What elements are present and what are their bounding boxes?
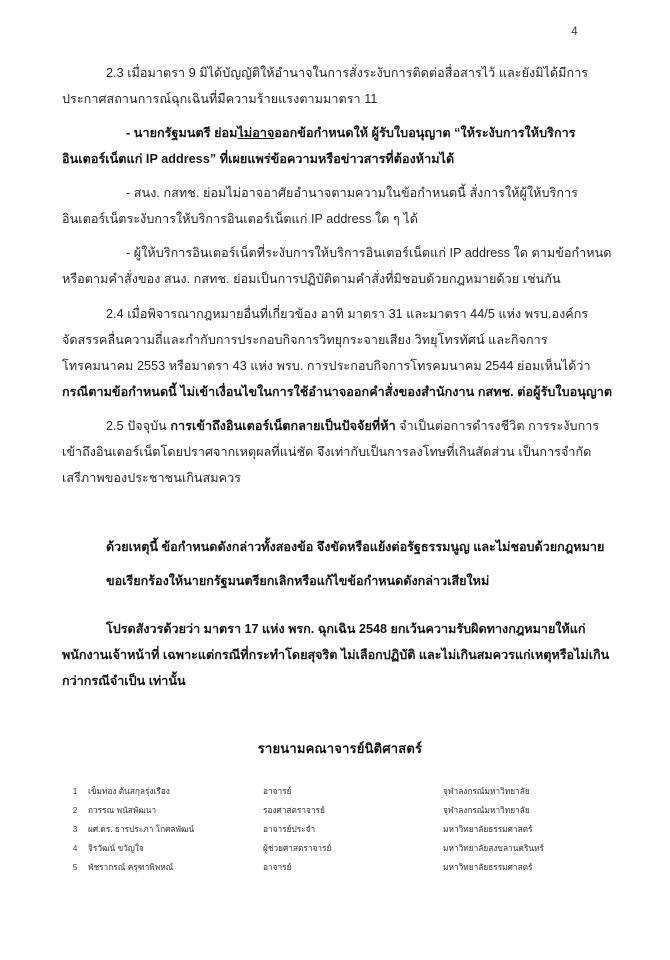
body-text: 2.4 เมื่อพิจารณากฎหมายอื่นที่เกี่ยวข้อง อาทิ มาตรา 31 และมาตรา 44/5 แห่ง พรบ.องค์กรจัดสรรคลื่นความถี่และกำกับการประกอบกิจการวิทยุกระจายเสียง วิทยุโทรทัศน์ และกิจการโทรคมนาคม 2553 หรือมาตรา 43 แห่ง พรบ. การประกอบกิจการโทรคมนาคม 2544 ย่อมเห็นได้ว่า (62, 306, 591, 373)
signatory-organization: มหาวิทยาลัยธรรมศาสตร์ (443, 823, 533, 834)
signature-section (62, 738, 618, 877)
paragraph-p-2-4 (62, 301, 618, 405)
body-text: - สนง. กสทช. ย่อมไม่อาจอาศัยอำนาจตามความในข้อกำหนดนี้ สั่งการให้ผู้ให้บริการอินเตอร์เน็ตระงับการให้บริการอินเตอร์เน็ตแก่ IP address ใด ๆ ได้ (62, 186, 578, 227)
emphasis-underline-text: ไม่อาจ (237, 126, 275, 141)
closing-paragraph: โปรดสังวรด้วยว่า มาตรา 17 แห่ง พรก. ฉุกเฉิน 2548 ยกเว้นความรับผิดทางกฎหมายให้แก่พนักงานเจ้าหน้าที่ เฉพาะแต่กรณีที่กระทำโดยสุจริต ไม่เลือกปฏิบัติ และไม่เกินสมควรแก่เหตุหรือไม่เกินกว่ากรณีจำเป็น เท่านั้น (62, 622, 610, 689)
body-text: - ผู้ให้บริการอินเตอร์เน็ตที่ระงับการให้บริการอินเตอร์เน็ตแก่ IP address ใด ตามข้อกำหนดหรือตามคำสั่งของ สนง. กสทช. ย่อมเป็นการปฏิบัติตามคำสั่งที่มิชอบด้วยกฎหมายด้วย เช่นกัน (62, 246, 612, 287)
signatory-number: 2 (72, 804, 78, 815)
signatory-title: อาจารย์ (263, 785, 292, 796)
conclusion-block (62, 533, 618, 596)
table-row (62, 801, 618, 820)
table-row (62, 820, 618, 839)
emphasis-bold-text: การเข้าถึงอินเตอร์เน็ตกลายเป็นปัจจัยที่ห้า (170, 418, 396, 433)
paragraph-container (62, 60, 618, 491)
signatory-title: รองศาสตราจารย์ (263, 804, 325, 815)
emphasis-bold-text: - นายกรัฐมนตรี ย่อม (126, 126, 238, 141)
paragraph-p-dash-1 (62, 120, 618, 172)
signatory-name: ผศ.ดร. ธารประภา โกศลพัฒน์ (88, 823, 195, 834)
signatory-title: อาจารย์ประจำ (263, 823, 316, 834)
table-row (62, 858, 618, 877)
signatory-organization: มหาวิทยาลัยธรรมศาสตร์ (443, 862, 533, 873)
emphasis-bold-text: ออกข้อกำหนดให้ ผู้รับใบอนุญาต “ให้ระงับการให้บริการอินเตอร์เน็ตแก่ IP address” ที่เผยแพร่ข้อความหรือข่าวสารที่ต้องห้ามได้ (62, 126, 576, 167)
paragraph-p-2-3 (62, 60, 618, 112)
signatory-organization: จุฬาลงกรณ์มหาวิทยาลัย (443, 804, 530, 815)
signatory-number: 3 (72, 823, 78, 834)
signatory-title: อาจารย์ (263, 862, 292, 873)
signatory-name: พัชรากรณ์ ครุฑาพิพหณ์ (88, 862, 174, 873)
signatory-title: ผู้ช่วยศาสตราจารย์ (263, 843, 332, 854)
closing-block (62, 616, 618, 694)
signatory-table-body (62, 781, 618, 877)
emphasis-bold-text: กรณีตามข้อกำหนดนี้ ไม่เข้าเงื่อนไขในการใช้อำนาจออกคำสั่งของสำนักงาน กสทช. ต่อผู้รับใบอนุญาต (62, 384, 613, 399)
signature-heading: รายนามคณาจารย์นิติศาสตร์ (257, 741, 423, 757)
signatory-number: 5 (72, 862, 78, 873)
signatory-number: 1 (72, 785, 78, 796)
body-text: 2.5 ปัจจุบัน (106, 418, 171, 433)
paragraph-p-dash-2 (62, 180, 618, 232)
signatory-organization: มหาวิทยาลัยสงขลานครินทร์ (443, 843, 544, 854)
signatory-table (62, 781, 618, 877)
table-row (62, 781, 618, 800)
body-text: 2.3 เมื่อมาตรา 9 มิได้บัญญัติให้อำนาจในการสั่งระงับการติดต่อสื่อสารไว้ และยังมิได้มีการประกาศสถานการณ์ฉุกเฉินที่มีความร้ายแรงตามมาตรา 11 (62, 66, 589, 107)
signatory-name: ถวรรณ พนัสพัฒนา (88, 804, 157, 815)
page-number: 4 (571, 26, 578, 38)
signatory-organization: จุฬาลงกรณ์มหาวิทยาลัย (443, 785, 530, 796)
conclusion-line: ด้วยเหตุนี้ ข้อกำหนดดังกล่าวทั้งสองข้อ จึงขัดหรือแย้งต่อรัฐธรรมนูญ และไม่ชอบด้วยกฎหมาย (106, 539, 605, 554)
table-row (62, 839, 618, 858)
body-text: จำเป็นต่อการดำรงชีวิต การระงับการเข้าถึงอินเตอร์เน็ตโดยปราศจากเหตุผลที่แน่ชัด จึงเท่ากับเป็นการลงโทษที่เกินสัดส่วน เป็นการจำกัดเสรีภาพของประชาชนเกินสมควร (62, 418, 600, 485)
document-body (62, 60, 618, 491)
paragraph-p-dash-3 (62, 240, 618, 292)
signatory-number: 4 (72, 843, 78, 854)
signatory-name: จิรวัฒน์ ขวัญใจ (88, 843, 144, 854)
paragraph-p-2-5 (62, 413, 618, 491)
conclusion-line: ขอเรียกร้องให้นายกรัฐมนตรียกเลิกหรือแก้ไขข้อกำหนดดังกล่าวเสียใหม่ (106, 573, 490, 588)
signatory-name: เข็มทอง ต้นสกุลรุ่งเรือง (88, 785, 170, 796)
